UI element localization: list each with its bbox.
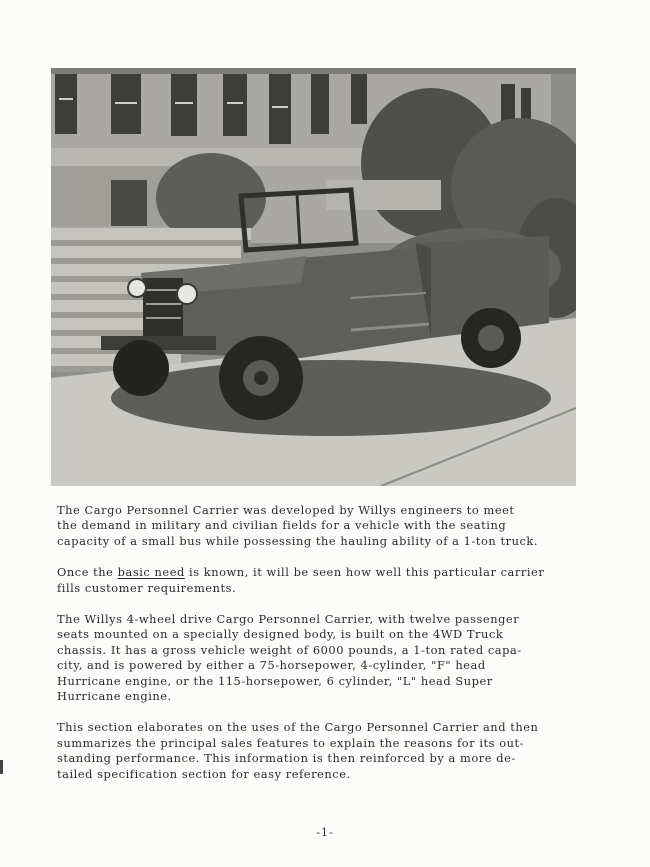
text-line: seats mounted on a specially designed body, is built on the 4WD Truck (57, 627, 504, 642)
text-line: standing performance. This information is then reinforced by a more de- (57, 751, 516, 766)
text-line: This section elaborates on the uses of the Cargo Personnel Carrier and then (57, 720, 539, 735)
paragraph-section-overview (57, 720, 597, 782)
text-line: Hurricane engine. (57, 689, 172, 704)
page-number: -1- (316, 826, 334, 839)
text-segment: Once the (57, 565, 118, 580)
scan-edge-mark (0, 760, 3, 774)
text-line: capacity of a small bus while possessing the hauling ability of a 1-ton truck. (57, 533, 539, 548)
paragraph-basic-need (57, 565, 597, 596)
text-line: The Cargo Personnel Carrier was developed by Willys engineers to meet (57, 503, 515, 517)
paragraph-intro (57, 503, 597, 549)
text-line (57, 565, 597, 580)
jeep-photo (51, 68, 576, 486)
text-line: chassis. It has a gross vehicle weight of 6000 pounds, a 1-ton rated capa- (57, 642, 522, 657)
text-line: tailed specification section for easy reference. (57, 766, 351, 781)
text-line: summarizes the principal sales features to explain the reasons for its out- (57, 735, 525, 750)
text-line: The Willys 4-wheel drive Cargo Personnel Carrier, with twelve passenger (57, 612, 520, 627)
paragraph-specs (57, 612, 597, 704)
text-line: Hurricane engine, or the 115-horsepower, 6 cylinder, "L" head Super (57, 673, 493, 688)
underlined-phrase: basic need (117, 565, 185, 580)
body-text (57, 503, 597, 798)
text-segment: is known, it will be seen how well this particular carrier (184, 565, 545, 580)
text-line: city, and is powered by either a 75-horsepower, 4-cylinder, "F" head (57, 658, 486, 673)
text-line: the demand in military and civilian fields for a vehicle with the seating (57, 518, 507, 533)
text-line: fills customer requirements. (57, 580, 237, 595)
